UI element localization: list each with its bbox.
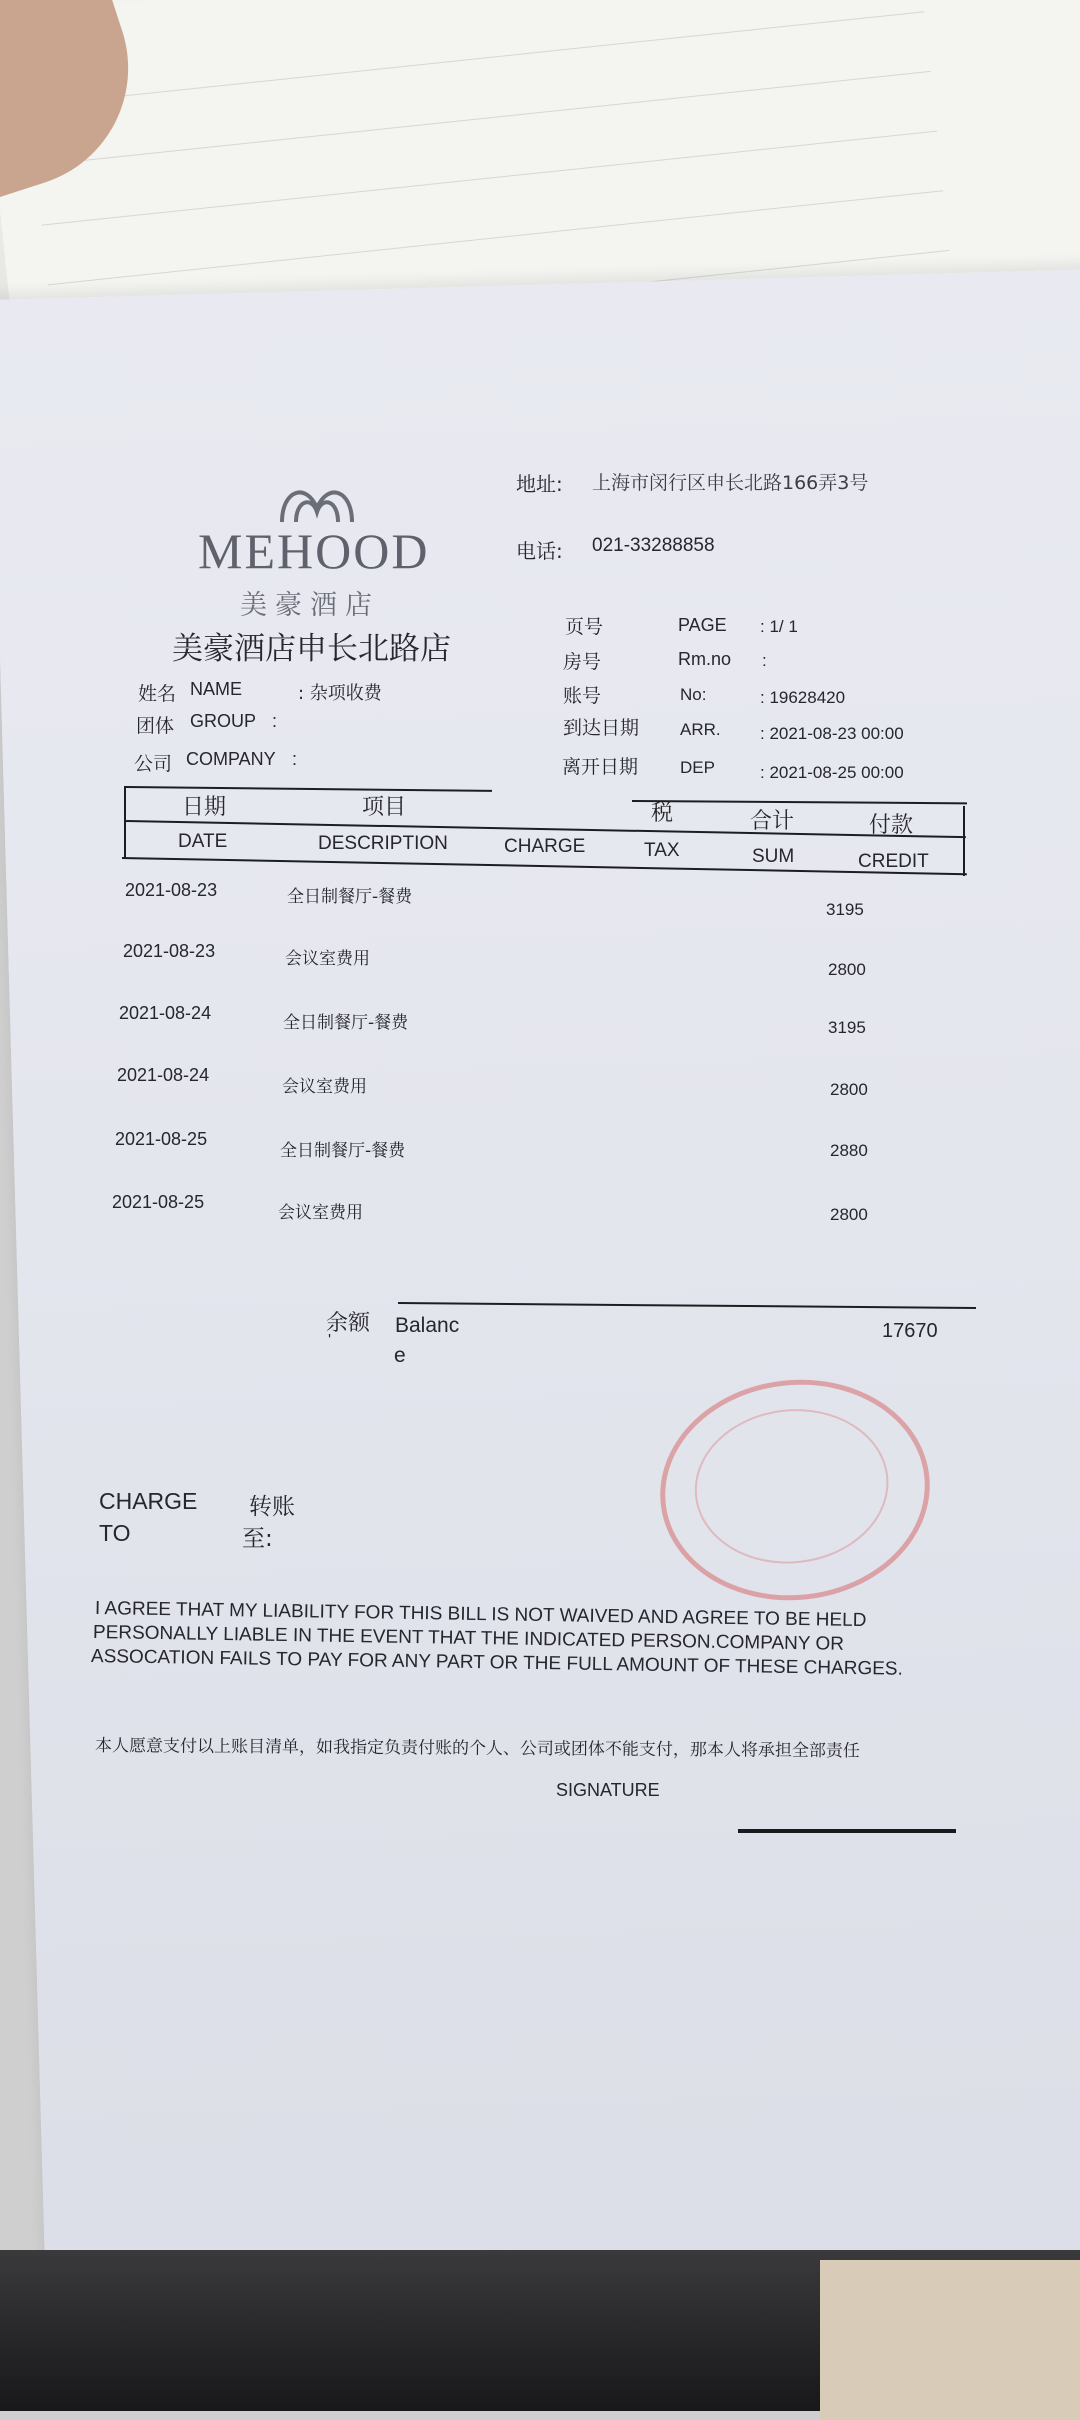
room-value: : — [762, 651, 767, 670]
name-label-en: NAME — [190, 679, 243, 699]
account-value: : 19628420 — [760, 688, 846, 707]
header-charge-en: CHARGE — [504, 836, 586, 857]
company-value: : — [292, 749, 298, 769]
room-label-cn: 房号 — [563, 651, 602, 673]
account-label-en: No: — [680, 685, 707, 704]
row-credit: 3195 — [826, 900, 864, 919]
departure-label-cn: 离开日期 — [562, 756, 639, 778]
header-sum-cn: 合计 — [750, 809, 795, 834]
page-value: : 1/ 1 — [760, 617, 798, 636]
row-credit: 2800 — [830, 1080, 868, 1099]
row-date: 2021-08-23 — [125, 880, 218, 900]
header-credit-en: CREDIT — [858, 851, 929, 872]
row-date: 2021-08-24 — [119, 1003, 212, 1023]
row-date: 2021-08-25 — [115, 1129, 208, 1149]
phone-value: 021-33288858 — [592, 535, 715, 556]
row-date: 2021-08-23 — [123, 941, 216, 961]
header-desc-cn: 项目 — [362, 795, 407, 820]
header-date-cn: 日期 — [182, 795, 227, 820]
arrival-value: : 2021-08-23 00:00 — [760, 724, 904, 743]
name-label-cn: 姓名 — [138, 683, 177, 705]
page-label-cn: 页号 — [565, 616, 604, 638]
agreement-cn: 本人愿意支付以上账目清单，如我指定负责付账的个人、公司或团体不能支付，那本人将承担全部责任 — [94, 1736, 861, 1762]
arrival-label-en: ARR. — [680, 720, 721, 739]
header-credit-cn: 付款 — [869, 813, 914, 838]
account-label-cn: 账号 — [563, 685, 602, 707]
departure-label-en: DEP — [680, 758, 715, 777]
row-date: 2021-08-24 — [117, 1065, 210, 1085]
charge-to-en-1: CHARGE — [99, 1488, 198, 1514]
charge-to-en-2: TO — [99, 1520, 131, 1546]
header-tax-en: TAX — [644, 840, 680, 861]
balance-label-en-1: Balanc — [395, 1314, 460, 1337]
row-date: 2021-08-25 — [112, 1192, 205, 1212]
address-label: 地址: — [516, 472, 563, 496]
header-sum-en: SUM — [752, 846, 795, 867]
address-value: 上海市闵行区申长北路166弄3号 — [592, 472, 869, 494]
name-value: : 杂项收费 — [298, 683, 382, 704]
row-description: 全日制餐厅-餐费 — [287, 887, 413, 907]
row-description: 会议室费用 — [285, 949, 370, 969]
balance-label-mark: ' — [328, 1332, 332, 1349]
row-credit: 3195 — [828, 1018, 866, 1037]
departure-value: : 2021-08-25 00:00 — [760, 763, 904, 782]
balance-label-cn: 余额 — [326, 1311, 371, 1336]
row-credit: 2880 — [830, 1141, 868, 1160]
group-value: : — [272, 711, 278, 731]
agreement-line-2: PERSONALLY LIABLE IN THE EVENT THAT THE INDICATED PERSON.COMPANY OR — [92, 1622, 845, 1655]
row-description: 全日制餐厅-餐费 — [280, 1141, 406, 1161]
header-desc-en: DESCRIPTION — [318, 833, 448, 854]
balance-rule — [398, 1302, 976, 1309]
hotel-logo-icon — [272, 472, 362, 528]
room-label-en: Rm.no — [678, 649, 732, 669]
balance-value: 17670 — [882, 1320, 938, 1342]
group-label-cn: 团体 — [136, 715, 175, 737]
row-credit: 2800 — [828, 960, 866, 979]
row-description: 会议室费用 — [282, 1077, 367, 1097]
agreement-line-3: ASSOCATION FAILS TO PAY FOR ANY PART OR THE FULL AMOUNT OF THESE CHARGES. — [90, 1646, 904, 1680]
company-label-cn: 公司 — [134, 753, 173, 775]
row-credit: 2800 — [830, 1205, 868, 1224]
hotel-logo-cn: 美豪酒店 — [240, 590, 380, 621]
signature-line — [738, 1829, 956, 1833]
signature-label: SIGNATURE — [556, 1780, 660, 1800]
row-description: 会议室费用 — [278, 1203, 363, 1223]
agreement-line-1: I AGREE THAT MY LIABILITY FOR THIS BILL IS NOT WAIVED AND AGREE TO BE HELD — [94, 1598, 867, 1632]
phone-label: 电话: — [516, 539, 563, 563]
company-label-en: COMPANY — [186, 749, 276, 769]
header-tax-cn: 税 — [651, 801, 674, 826]
charge-to-cn-2: 至: — [242, 1526, 273, 1552]
row-description: 全日制餐厅-餐费 — [283, 1013, 409, 1033]
charge-to-cn-1: 转账 — [249, 1494, 295, 1520]
hotel-branch-name: 美豪酒店申长北路店 — [172, 631, 451, 667]
hotel-logo-text: MEHOOD — [198, 523, 430, 579]
company-seal-stamp — [649, 1366, 941, 1613]
header-date-en: DATE — [178, 831, 228, 852]
group-label-en: GROUP — [190, 711, 257, 731]
arrival-label-cn: 到达日期 — [563, 717, 640, 739]
balance-label-en-2: e — [394, 1344, 406, 1367]
page-label-en: PAGE — [678, 615, 727, 635]
